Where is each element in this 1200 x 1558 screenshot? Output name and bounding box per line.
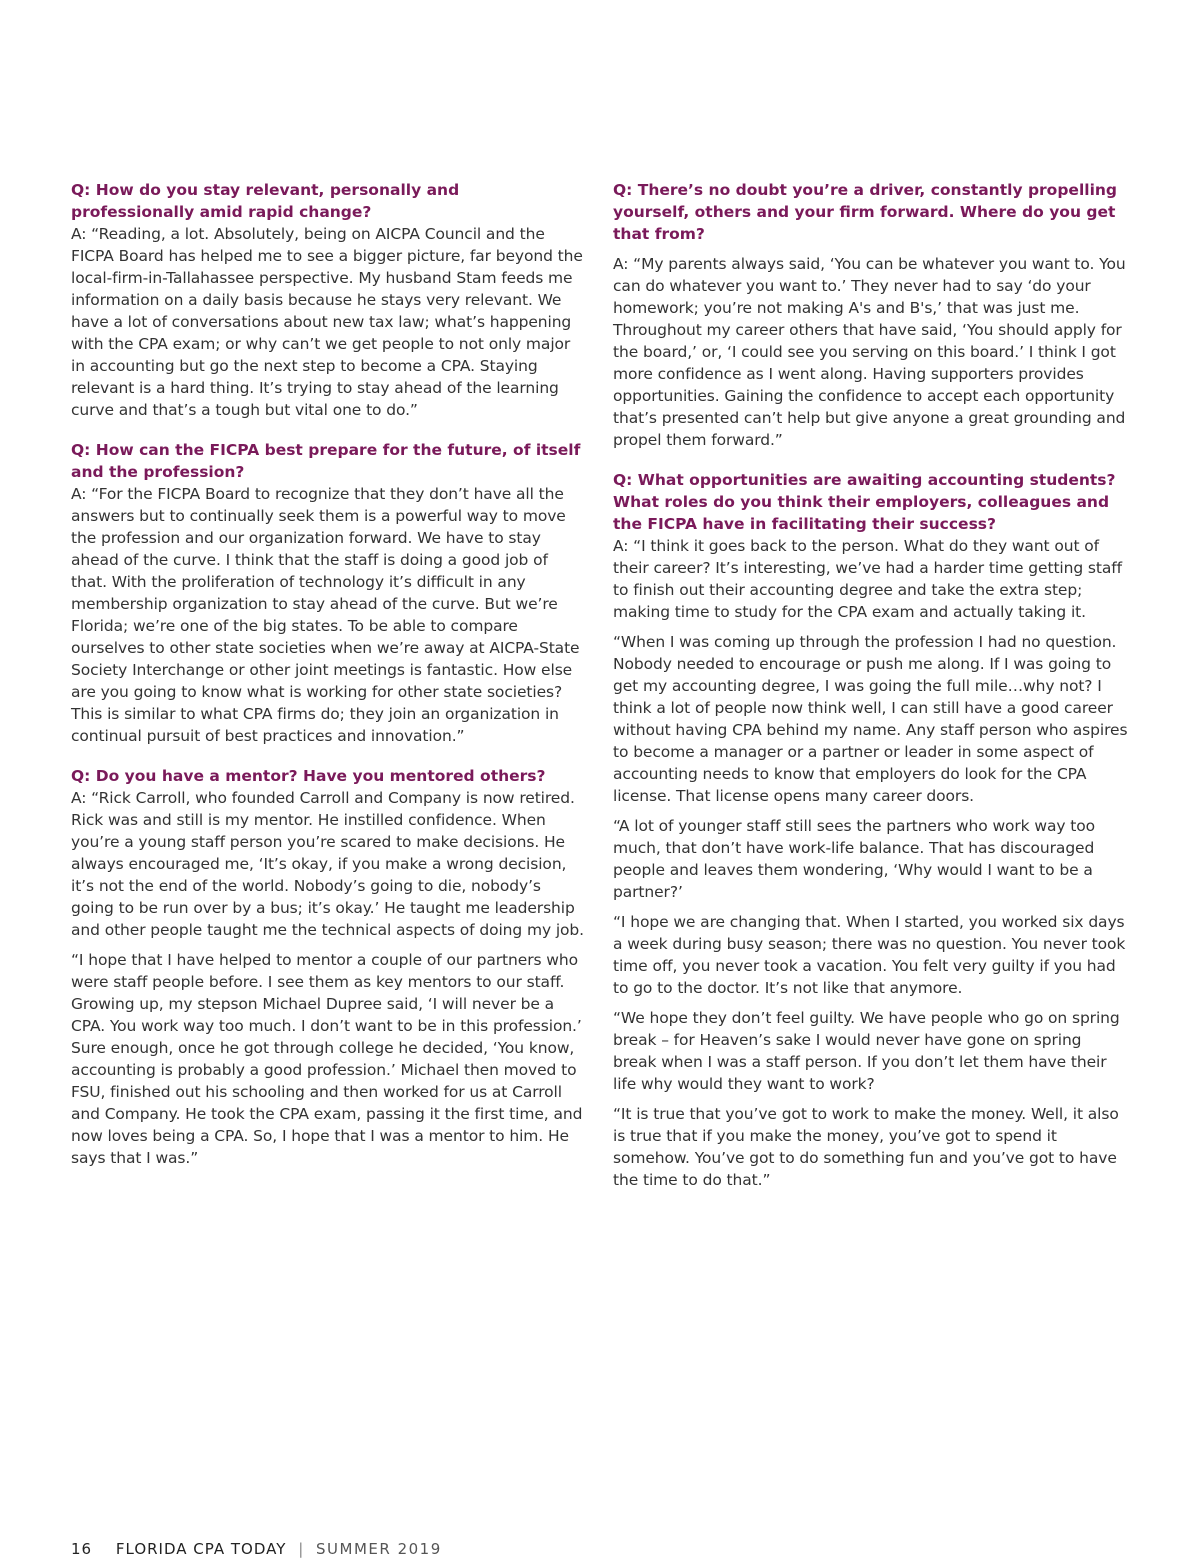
page-footer <box>71 1540 442 1558</box>
answer-opportunities: A: “I think it goes back to the person. What do they want out of their career? It’s interesting, we’ve had a harder time getting staff to finish out their accounting degree and take the extra step; making time to study for the CPA exam and actually taking it. <box>613 537 1122 621</box>
magazine-title: FLORIDA CPA TODAY <box>115 1540 287 1558</box>
answer-opportunities-6: “It is true that you’ve got to work to make the money. Well, it also is true that if you make the money, you’ve got to spend it somehow. You’ve got to do something fun and you’ve got to have the time to do that.” <box>613 1105 1119 1189</box>
footer-separator: | <box>298 1540 305 1558</box>
question-mentor: Q: Do you have a mentor? Have you mentored others? <box>71 767 546 785</box>
answer-ficpa-future: A: “For the FICPA Board to recognize that they don’t have all the answers but to continually seek them is a powerful way to move the profession and our organization forward. We have to stay ahead of the curve. I think that the staff is doing a good job of that. With the proliferation of technology it’s difficult in any membership organization to stay ahead of the curve. But we’re Florida; we’re one of the big states. To be able to compare ourselves to other state societies when we’re away at AICPA-State Society Interchange or other joint meetings is fantastic. How else are you going to know what is working for other state societies? This is similar to what CPA firms do; they join an organization in continual pursuit of best practices and innovation.” <box>71 485 580 745</box>
answer-mentor-continued: “I hope that I have helped to mentor a couple of our partners who were staff people before. I see them as key mentors to our staff. Growing up, my stepson Michael Dupree said, ‘I will never be a CPA. You work way too much. I don’t want to be in this profession.’ Sure enough, once he got through college he decided, ‘You know, accounting is probably a good profession.’ Michael then moved to FSU, finished out his schooling and then worked for us at Carroll and Company. He took the CPA exam, passing it the first time, and now loves being a CPA. So, I hope that I was a mentor to him. He says that I was.” <box>71 951 583 1167</box>
question-opportunities: Q: What opportunities are awaiting accounting students? What roles do you think their employers, colleagues and the FICPA have in facilitating their success? <box>613 471 1116 533</box>
answer-stay-relevant: A: “Reading, a lot. Absolutely, being on AICPA Council and the FICPA Board has helped me to see a bigger picture, far beyond the local-firm-in-Tallahassee perspective. My husband Stam feeds me information on a daily basis because he stays very relevant. We have a lot of conversations about new tax law; what’s happening with the CPA exam; or why can’t we get people to not only major in accounting but go the next step to become a CPA. Staying relevant is a hard thing. It’s trying to stay ahead of the learning curve and that’s a tough but vital one to do.” <box>71 225 583 419</box>
answer-opportunities-3: “A lot of younger staff still sees the partners who work way too much, that don’t have work-life balance. That has discouraged people and leaves them wondering, ‘Why would I want to be a partner?’ <box>613 817 1095 901</box>
answer-opportunities-5: “We hope they don’t feel guilty. We have people who go on spring break – for Heaven’s sake I would never have gone on spring break when I was a staff person. If you don’t let them have their life why would they want to work? <box>613 1009 1120 1093</box>
answer-driver: A: “My parents always said, ‘You can be whatever you want to. You can do whatever you want to.’ They never had to say ‘do your homework; you’re not making A's and B's,’ that was just me. Throughout my career others that have said, ‘You should apply for the board,’ or, ‘I could see you serving on this board.’ I think I got more confidence as I went along. Having supporters provides opportunities. Gaining the confidence to accept each opportunity that’s presented can’t help but give anyone a great grounding and propel them forward.” <box>613 255 1126 449</box>
question-driver: Q: There’s no doubt you’re a driver, constantly propelling yourself, others and your firm forward. Where do you get that from? <box>613 181 1118 243</box>
answer-opportunities-4: “I hope we are changing that. When I started, you worked six days a week during busy season; there was no question. You never took time off, you never took a vacation. You felt very guilty if you had to go to the doctor. It’s not like that anymore. <box>613 913 1126 997</box>
page-number: 16 <box>71 1540 93 1558</box>
answer-mentor: A: “Rick Carroll, who founded Carroll and Company is now retired. Rick was and still is my mentor. He instilled confidence. When you’re a young staff person you’re scared to make decisions. He always encouraged me, ‘It’s okay, if you make a wrong decision, it’s not the end of the world. Nobody’s going to die, nobody’s going to be run over by a bus; it’s okay.’ He taught me leadership and other people taught me the technical aspects of doing my job. <box>71 789 585 939</box>
right-column <box>613 179 1129 1191</box>
answer-opportunities-2: “When I was coming up through the profession I had no question. Nobody needed to encourage or push me along. If I was going to get my accounting degree, I was going the full mile…why not? I think a lot of people now think well, I can still have a good career without having CPA behind my name. Any staff person who aspires to become a manager or a partner or leader in some aspect of accounting needs to know that employers do look for the CPA license. That license opens many career doors. <box>613 633 1128 805</box>
issue-label: SUMMER 2019 <box>316 1540 442 1558</box>
question-stay-relevant: Q: How do you stay relevant, personally and professionally amid rapid change? <box>71 181 460 221</box>
question-ficpa-future: Q: How can the FICPA best prepare for the future, of itself and the profession? <box>71 441 581 481</box>
left-column <box>71 179 587 1169</box>
